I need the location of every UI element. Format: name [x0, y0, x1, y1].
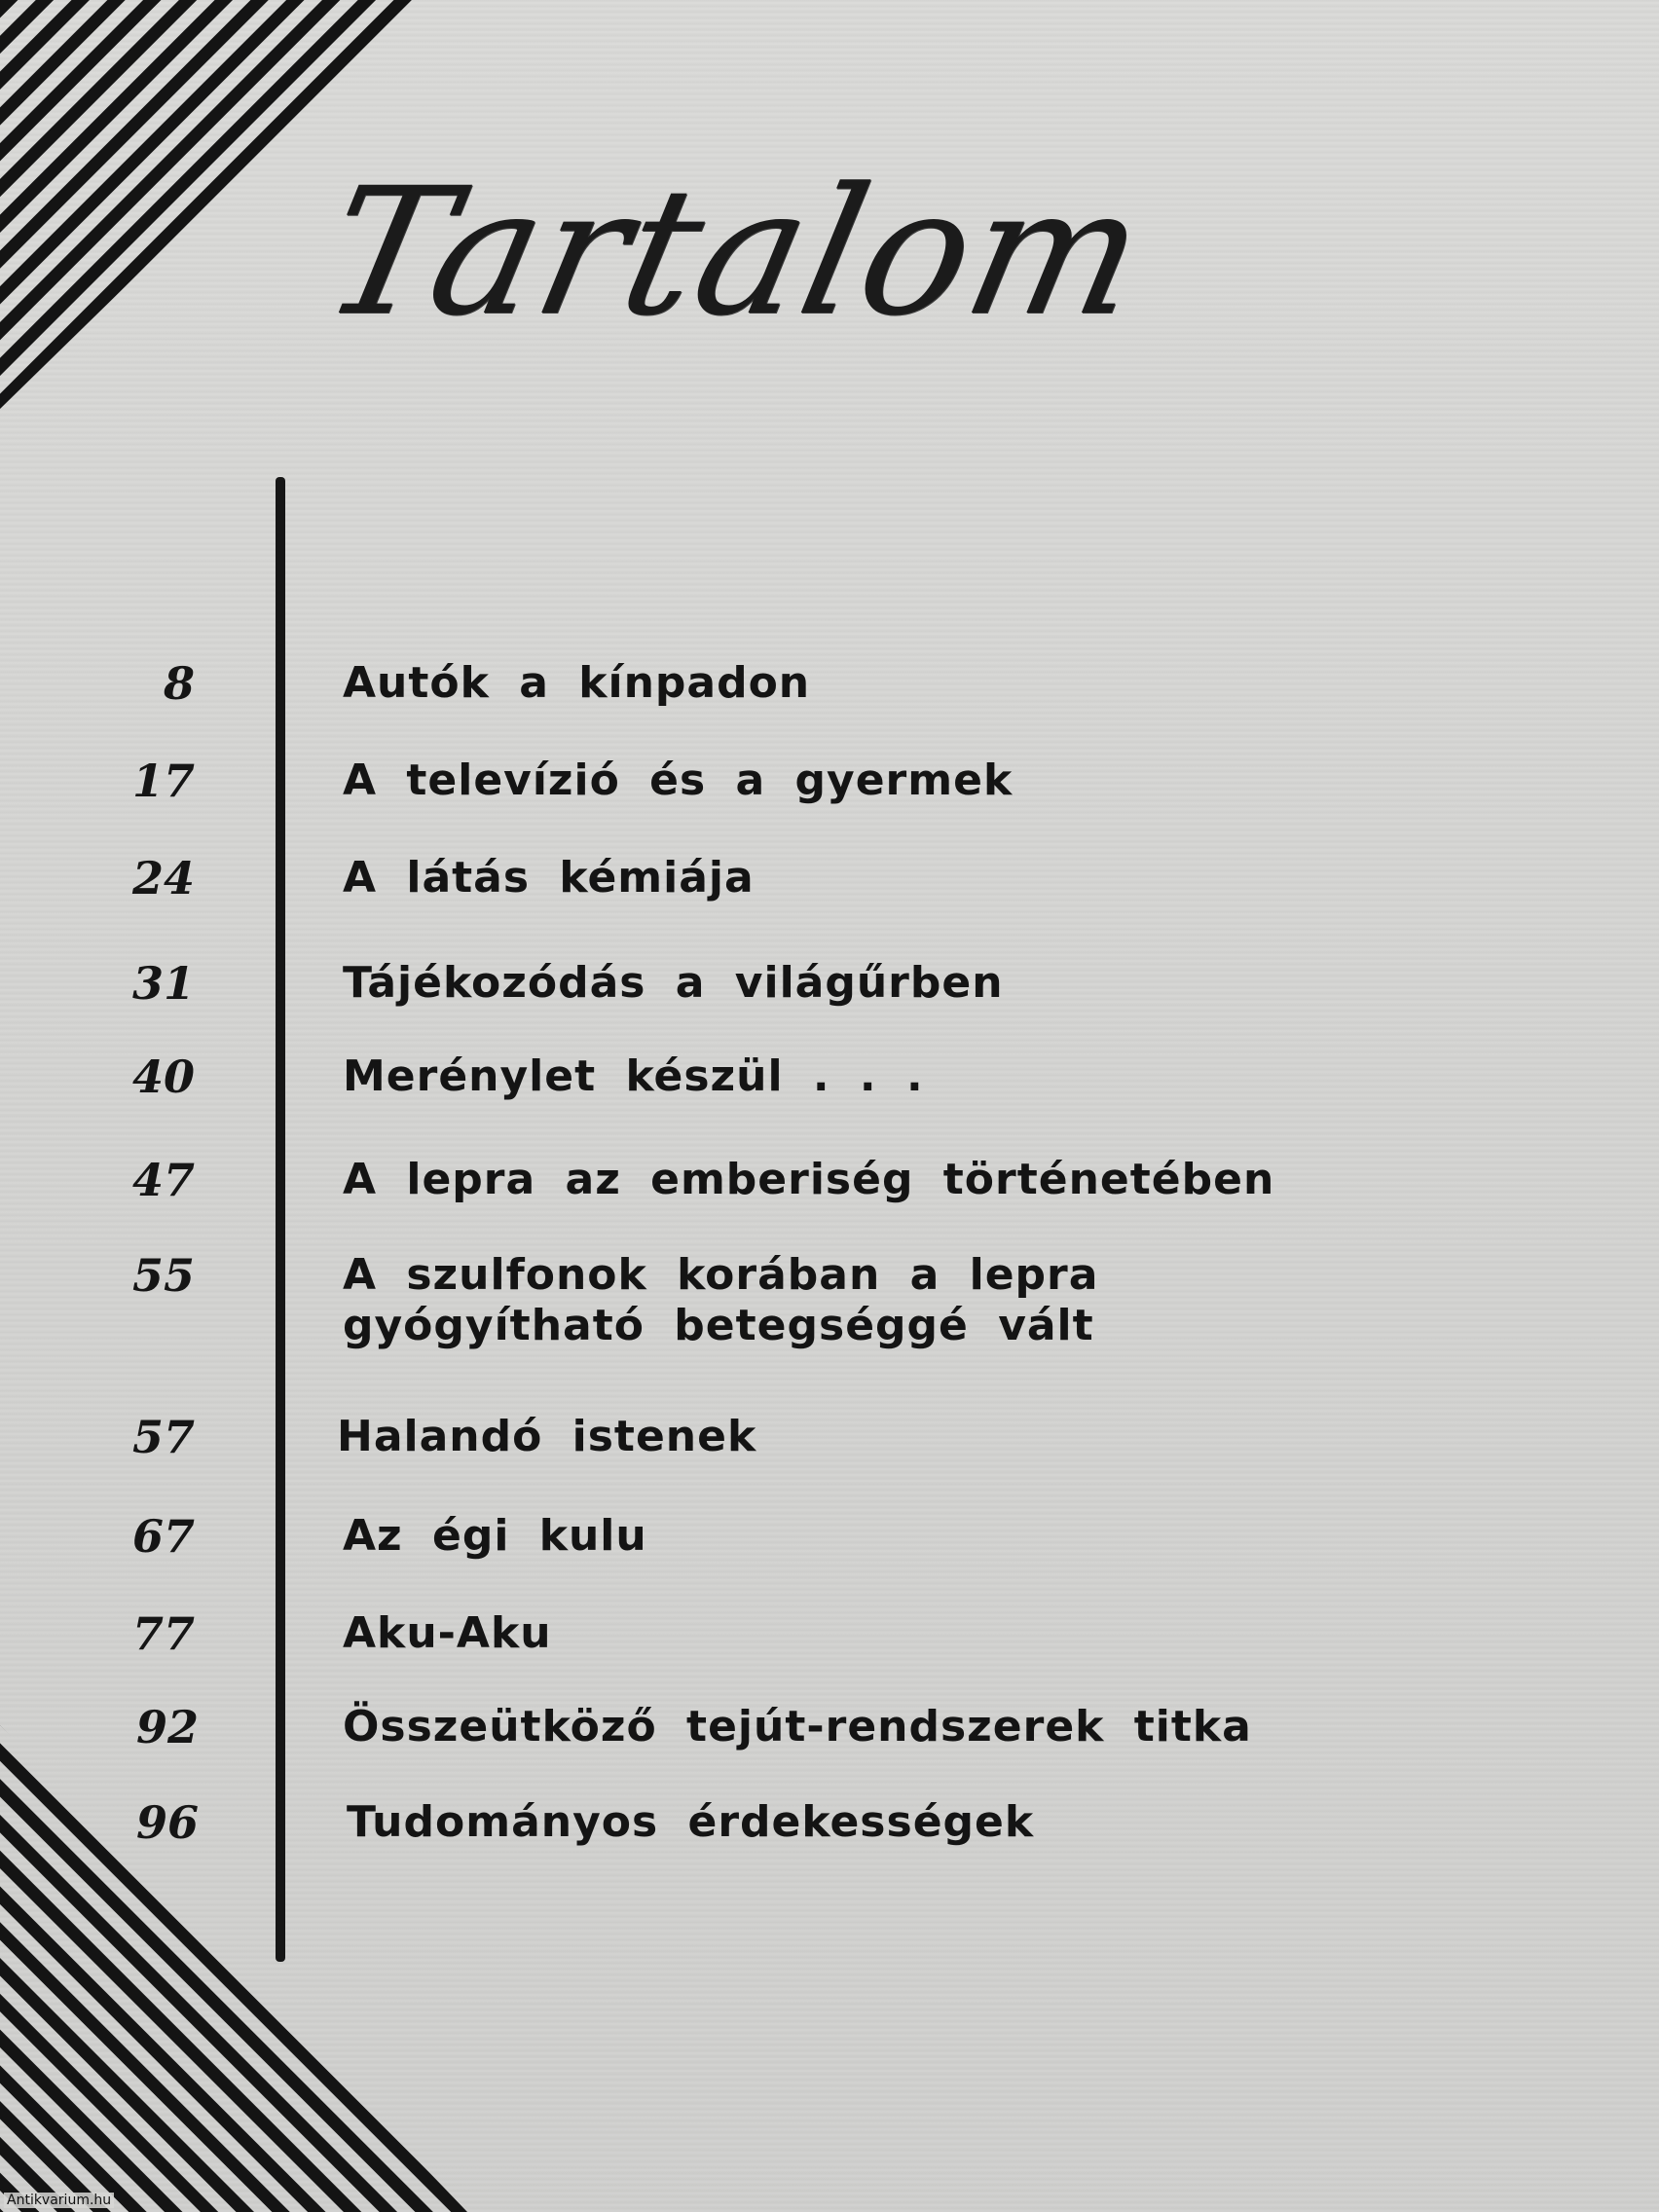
toc-entry-title: Halandó istenek [337, 1412, 757, 1461]
toc-page-number: 96 [135, 1796, 199, 1849]
toc-page-number: 47 [131, 1154, 195, 1206]
page-title: Tartalom [309, 151, 1162, 354]
toc-page-number: 67 [131, 1510, 195, 1563]
toc-entry-title: Autók a kínpadon [343, 658, 811, 708]
toc-page-number: 24 [131, 852, 195, 904]
toc-page-number: 8 [163, 657, 195, 710]
toc-page-number: 55 [131, 1249, 195, 1302]
toc-entry-title: A szulfonok korában a lepra gyógyítható betegséggé vált [343, 1250, 1099, 1350]
toc-entry-title: Összeütköző tejút-rendszerek titka [343, 1702, 1252, 1751]
toc-entry-title: Az égi kulu [343, 1511, 647, 1561]
toc-page-number: 77 [131, 1607, 195, 1660]
toc-page-number: 57 [131, 1411, 195, 1463]
toc-entry-title: A látás kémiája [343, 853, 755, 903]
toc-entry-title: Aku-Aku [343, 1608, 552, 1658]
toc-entry-title: Tudományos érdekességek [347, 1797, 1035, 1847]
watermark-text: Antikvarium.hu [4, 2193, 114, 2208]
toc-page-number: 17 [131, 755, 195, 807]
toc-page-number: 40 [131, 1051, 195, 1103]
toc-entry-title: Merénylet készül . . . [343, 1051, 924, 1101]
toc-entry-title: A televízió és a gyermek [343, 756, 1014, 805]
vertical-divider-rule [276, 477, 285, 1962]
toc-entry-title: A lepra az emberiség történetében [343, 1155, 1275, 1204]
toc-page-number: 31 [131, 957, 195, 1010]
toc-entry-title: Tájékozódás a világűrben [343, 958, 1004, 1008]
toc-page-number: 92 [135, 1701, 199, 1753]
